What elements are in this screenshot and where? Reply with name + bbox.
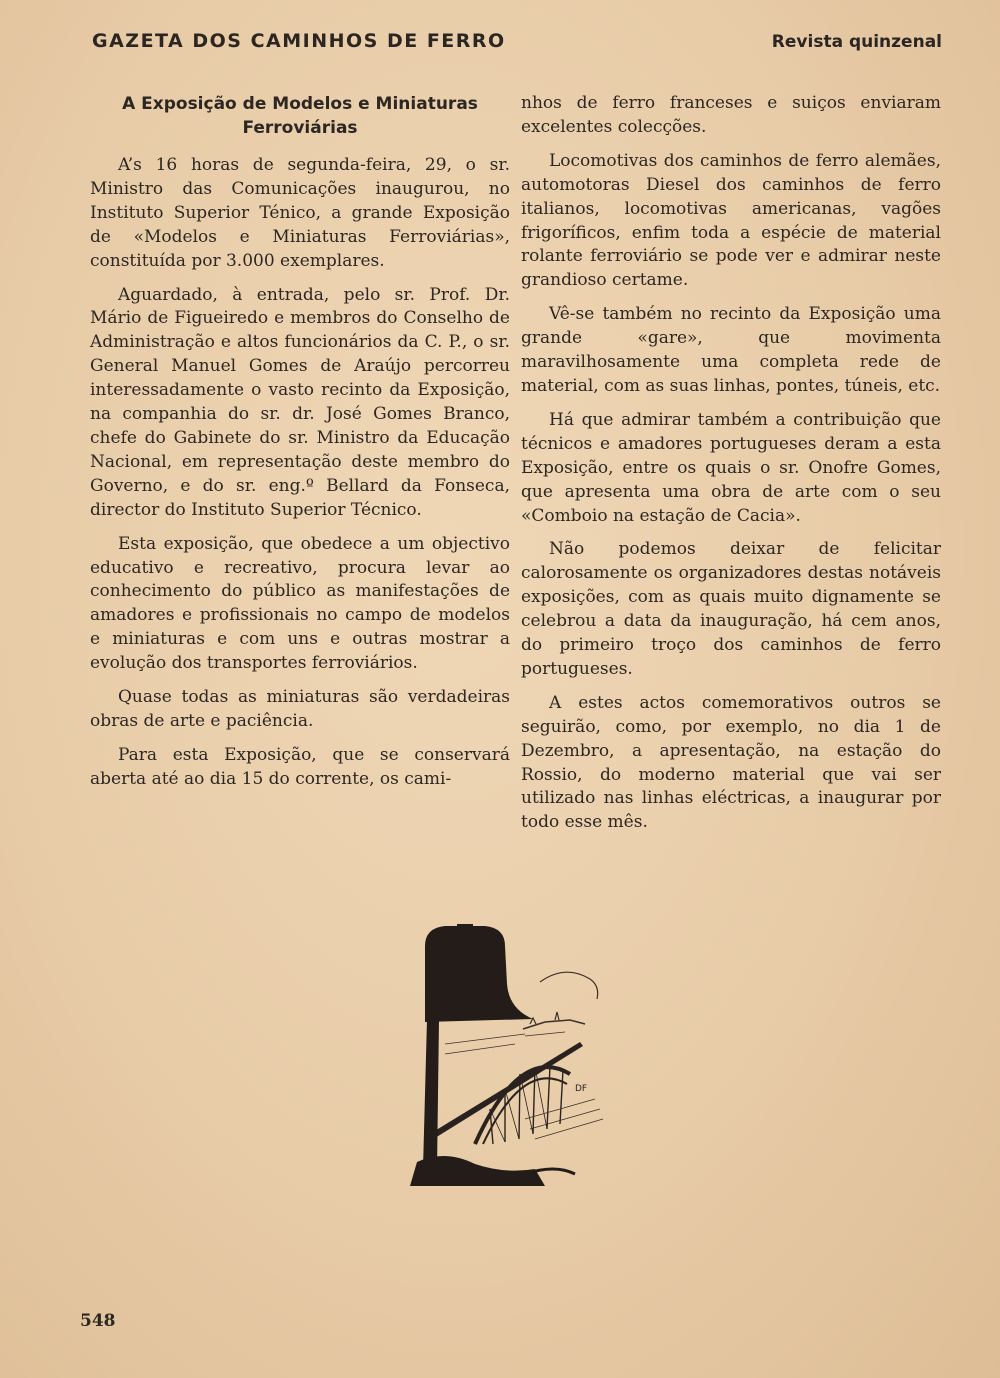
paragraph: Vê-se também no recinto da Exposição uma grande «gare», que movimenta maravilhosamente uma completa rede de material, com as suas linhas, pontes, túneis, etc. [521, 304, 941, 396]
paragraph: A estes actos comemorativos outros se seguirão, como, por exemplo, no dia 1 de Dezembro, a apresentação, na estação do Rossio, do moderno material que vai ser utilizado nas linhas eléctricas, a inaugurar por todo esse mês. [521, 692, 941, 833]
paragraph: Locomotivas dos caminhos de ferro alemães, automotoras Diesel dos caminhos de ferro italianos, locomotivas americanas, vagões frigoríficos, enfim toda a espécie de material rolante ferroviário se pode ver e admirar neste grandioso certame. [521, 150, 941, 291]
artist-signature: DF [575, 1084, 588, 1094]
bell-bridge-illustration [405, 924, 615, 1186]
paragraph: Há que admirar também a contribuição que técnicos e amadores portugueses deram a esta Exposição, entre os quais o sr. Onofre Gomes, que apresenta uma obra de arte com o seu «Comboio na estação de Cacia». [521, 409, 941, 526]
article-title: A Exposição de Modelos e Miniaturas Ferroviárias [122, 94, 478, 138]
bell-bridge-icon [405, 924, 615, 1186]
journal-subtitle: Revista quinzenal [771, 32, 942, 52]
paragraph: Quase todas as miniaturas são verdadeiras obras de arte e paciência. [90, 687, 510, 731]
paragraph: A’s 16 horas de segunda-feira, 29, o sr. Ministro das Comunicações inaugurou, no Instituto Superior Ténico, a grande Exposição de «Modelos e Miniaturas Ferroviárias», constituída por 3.000 exemplares. [90, 155, 510, 271]
right-column [521, 92, 941, 845]
left-column [90, 92, 510, 802]
paragraph: nhos de ferro franceses e suiços enviaram excelentes colecções. [521, 93, 941, 137]
paragraph: Esta exposição, que obedece a um objectivo educativo e recreativo, procura levar ao conhecimento do público as manifestações de amadores e profissionais no campo de modelos e miniaturas e com uns e outras mostrar a evolução dos transportes ferroviários. [90, 533, 510, 674]
paragraph: Não podemos deixar de felicitar calorosamente os organizadores destas notáveis exposições, com as quais muito dignamente se celebrou a data da inauguração, há cem anos, do primeiro troço dos caminhos de ferro portugueses. [521, 539, 941, 679]
paragraph: Para esta Exposição, que se conservará aberta até ao dia 15 do corrente, os cami- [90, 744, 510, 789]
journal-title: GAZETA DOS CAMINHOS DE FERRO [92, 30, 506, 52]
paragraph: Aguardado, à entrada, pelo sr. Prof. Dr. Mário de Figueiredo e membros do Conselho de Administração e altos funcionários da C. P., o sr. General Manuel Gomes de Araújo percorreu interessadamente o vasto recinto da Exposição, na companhia do sr. dr. José Gomes Branco, chefe do Gabinete do sr. Ministro da Educação Nacional, em representação deste membro do Governo, e do sr. eng.º Bellard da Fonseca, director do Instituto Superior Técnico. [90, 284, 510, 520]
page-number: 548 [80, 1311, 116, 1331]
